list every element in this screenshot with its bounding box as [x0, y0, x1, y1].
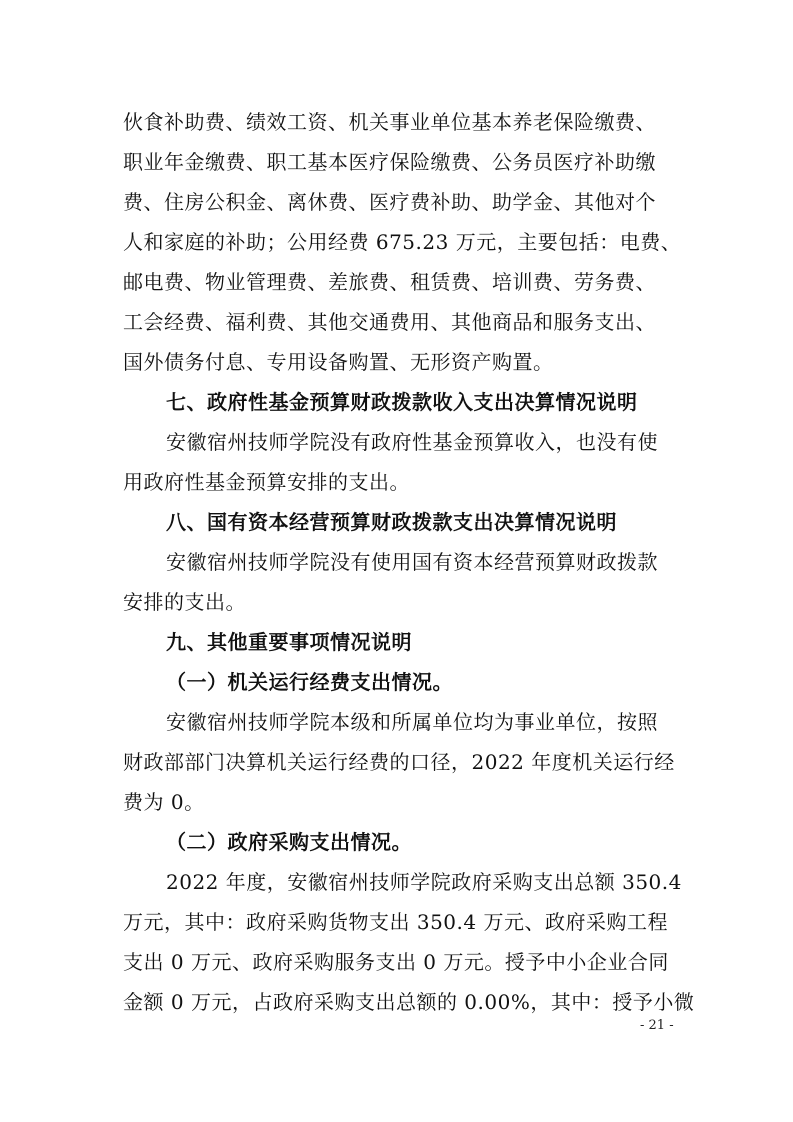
text-line: 金额 0 万元，占政府采购支出总额的 0.00%，其中：授予小微: [123, 990, 695, 1014]
text-line: 安排的支出。: [123, 590, 246, 614]
section-heading-9: 九、其他重要事项情况说明: [166, 630, 412, 654]
section-heading-8: 八、国有资本经营预算财政拨款支出决算情况说明: [166, 510, 617, 534]
page-number: - 21 -: [640, 1018, 674, 1033]
text-line: 用政府性基金预算安排的支出。: [123, 470, 410, 494]
body-text: [123, 102, 695, 1022]
text-line: 2022 年度，安徽宿州技师学院政府采购支出总额 350.4: [166, 870, 682, 894]
text-line: 安徽宿州技师学院没有使用国有资本经营预算财政拨款: [166, 550, 658, 574]
text-line: 财政部部门决算机关运行经费的口径，2022 年度机关运行经: [123, 750, 675, 774]
text-line: 邮电费、物业管理费、差旅费、租赁费、培训费、劳务费、: [123, 270, 656, 294]
subsection-heading-1: （一）机关运行经费支出情况。: [166, 670, 453, 694]
text-line: 支出 0 万元、政府采购服务支出 0 万元。授予中小企业合同: [123, 950, 669, 974]
text-line: 工会经费、福利费、其他交通费用、其他商品和服务支出、: [123, 310, 656, 334]
text-line: 安徽宿州技师学院没有政府性基金预算收入，也没有使: [166, 430, 658, 454]
text-line: 伙食补助费、绩效工资、机关事业单位基本养老保险缴费、: [123, 110, 656, 134]
subsection-heading-2: （二）政府采购支出情况。: [166, 830, 412, 854]
text-line: 国外债务付息、专用设备购置、无形资产购置。: [123, 350, 554, 374]
text-line: 费、住房公积金、离休费、医疗费补助、助学金、其他对个: [123, 190, 656, 214]
text-line: 费为 0。: [123, 790, 205, 814]
text-line: 万元，其中：政府采购货物支出 350.4 万元、政府采购工程: [123, 910, 668, 934]
text-line: 人和家庭的补助；公用经费 675.23 万元，主要包括：电费、: [123, 230, 682, 254]
section-heading-7: 七、政府性基金预算财政拨款收入支出决算情况说明: [166, 390, 638, 414]
text-line: 安徽宿州技师学院本级和所属单位均为事业单位，按照: [166, 710, 658, 734]
text-line: 职业年金缴费、职工基本医疗保险缴费、公务员医疗补助缴: [123, 150, 656, 174]
